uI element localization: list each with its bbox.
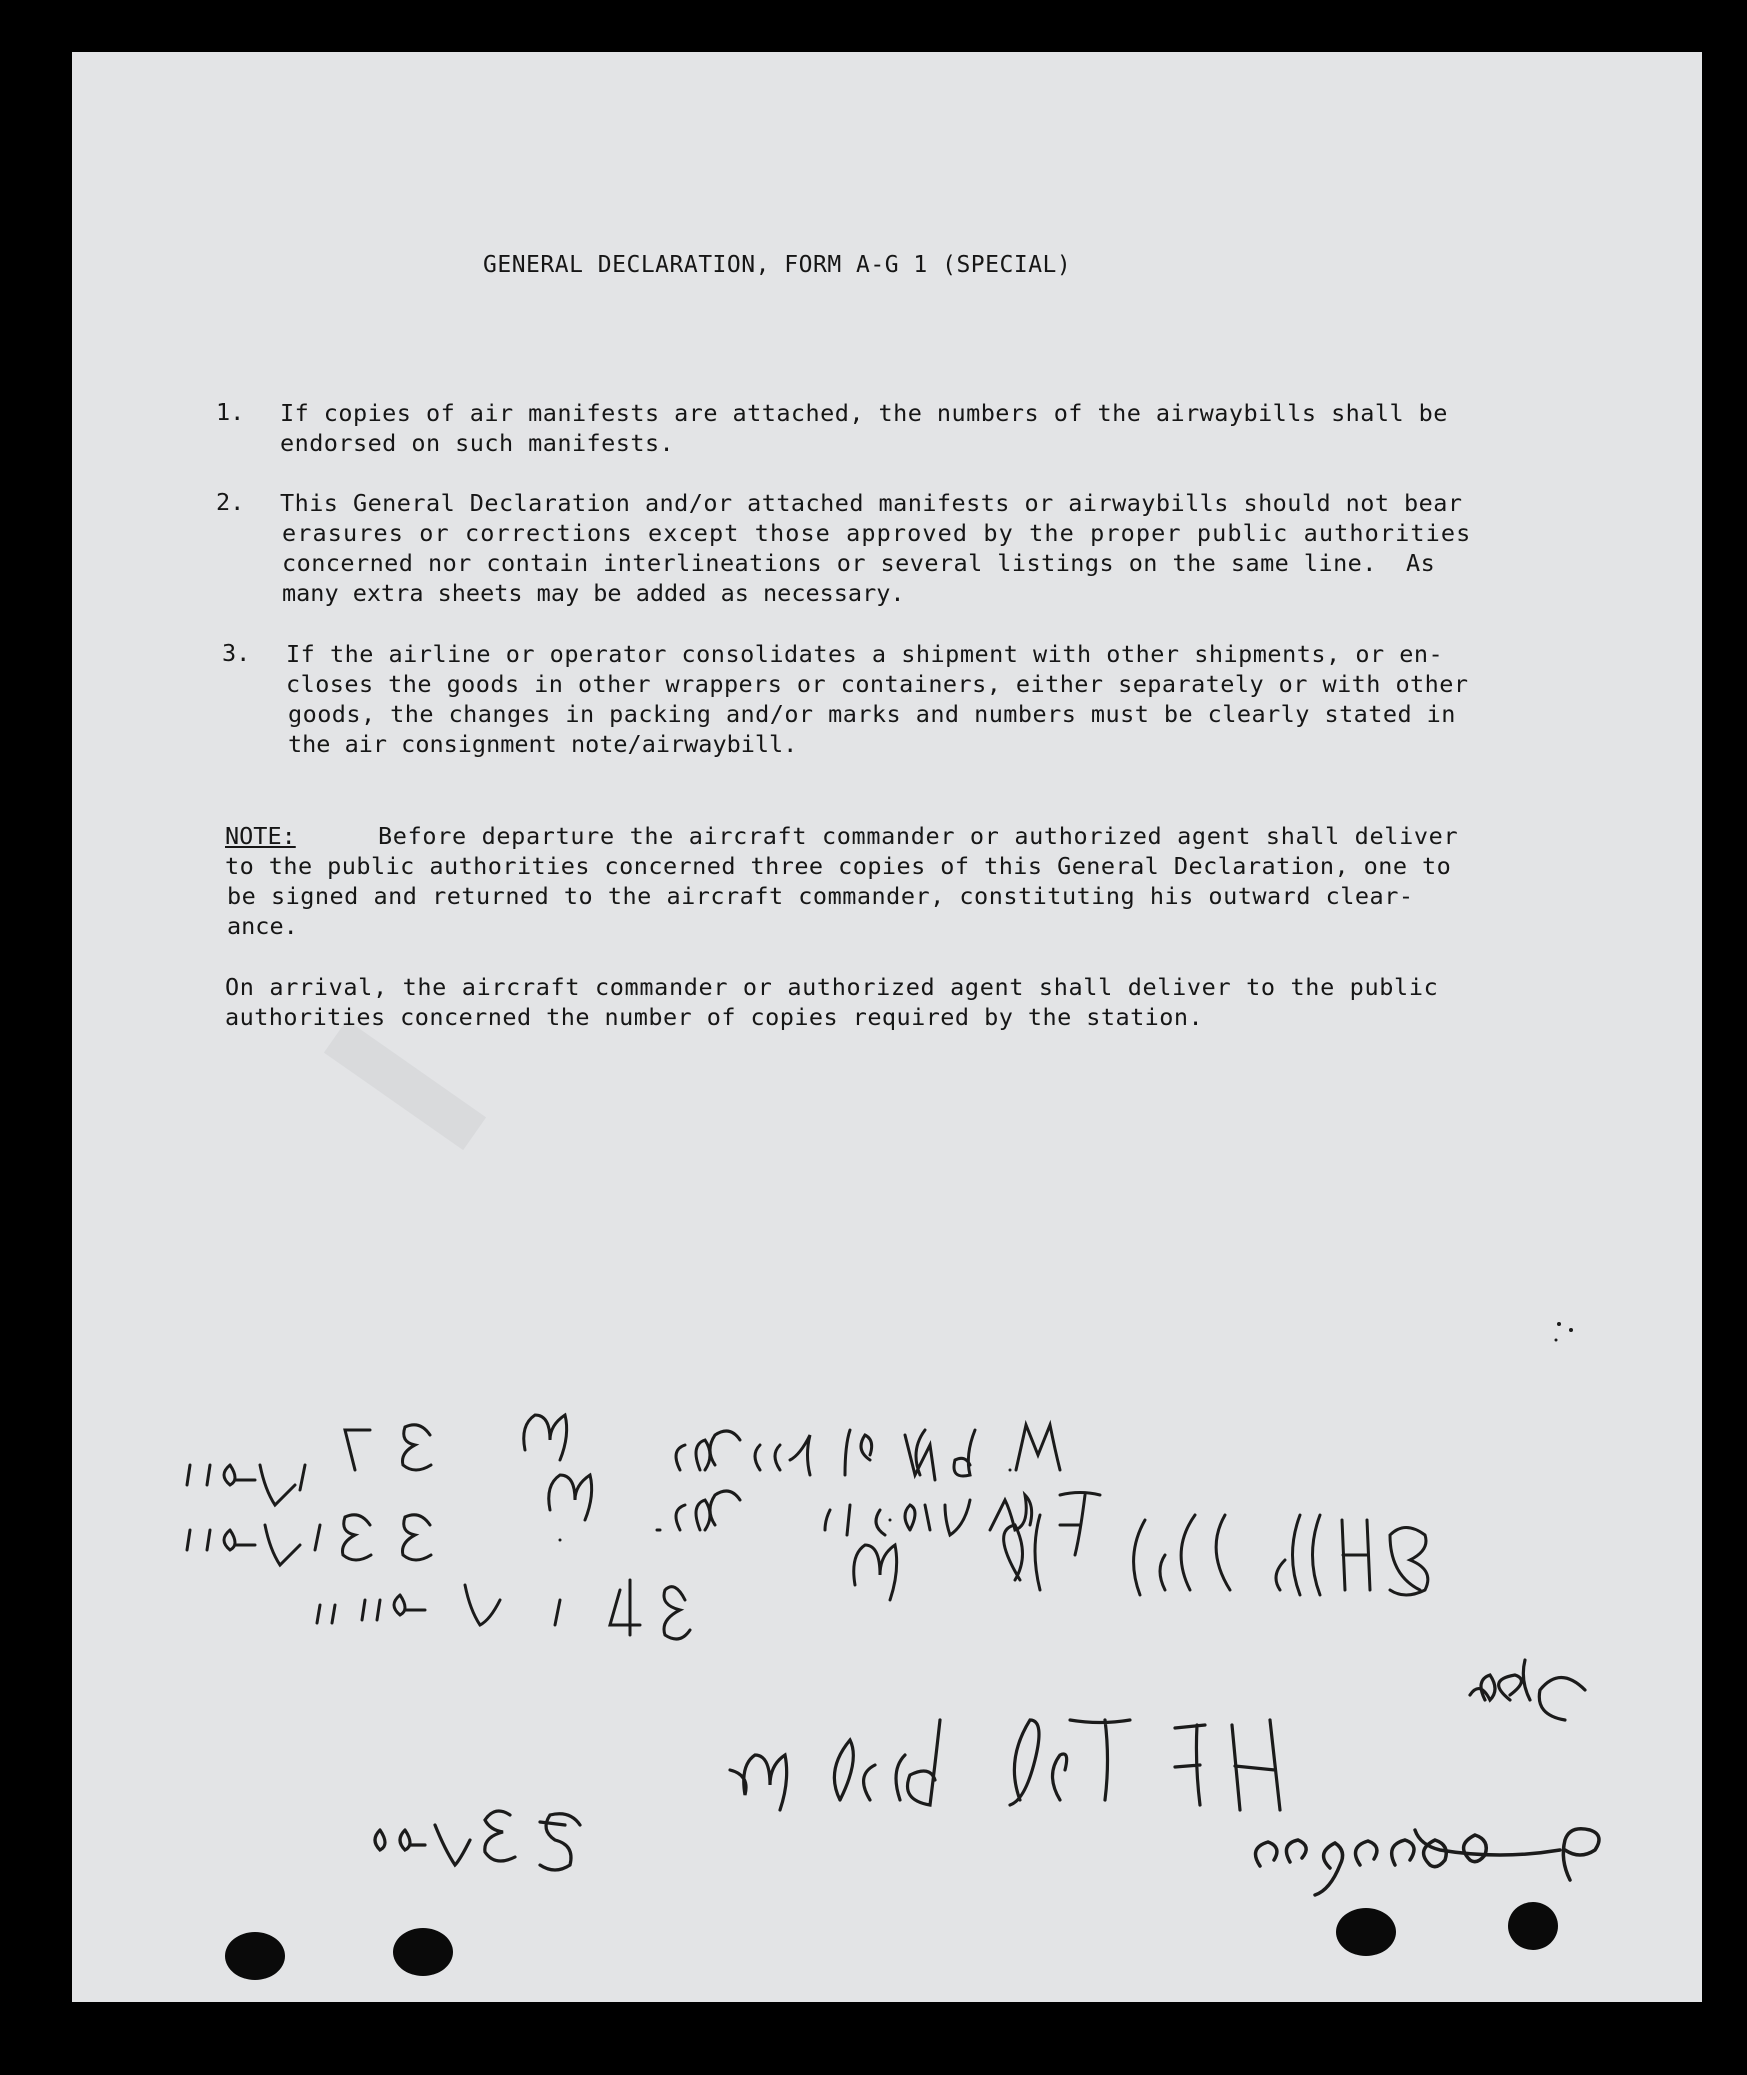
item-3-line-3: goods, the changes in packing and/or marks and numbers must be clearly stated in	[288, 700, 1456, 728]
form-title: GENERAL DECLARATION, FORM A-G 1 (SPECIAL)	[483, 252, 1072, 278]
punch-hole-1	[225, 1932, 285, 1980]
item-2-line-3: concerned nor contain interlineations or several listings on the same line. As	[282, 549, 1436, 577]
item-3-line-1: If the airline or operator consolidates a shipment with other shipments, or en-	[286, 640, 1444, 668]
item-number-2: 2.	[216, 488, 245, 516]
item-1-line-1: If copies of air manifests are attached, the numbers of the airwaybills shall be	[280, 399, 1448, 427]
note-line-3: be signed and returned to the aircraft commander, constituting his outward clear-	[227, 882, 1414, 910]
punch-hole-2	[393, 1928, 453, 1976]
arrival-line-2: authorities concerned the number of copies required by the station.	[225, 1003, 1204, 1031]
item-2-line-2: erasures or corrections except those approved by the proper public authorities	[282, 519, 1472, 547]
item-3-line-2: closes the goods in other wrappers or containers, either separately or with other	[286, 670, 1469, 698]
item-2-line-1: This General Declaration and/or attached manifests or airwaybills should not bear	[280, 489, 1463, 517]
item-3-line-4: the air consignment note/airwaybill.	[288, 730, 798, 758]
item-number-1: 1.	[216, 398, 245, 426]
note-line-2: to the public authorities concerned three copies of this General Declaration, one to	[225, 852, 1452, 880]
item-2-line-4: many extra sheets may be added as necessary.	[282, 579, 905, 607]
item-number-3: 3.	[222, 639, 251, 667]
note-label: NOTE:	[225, 822, 296, 850]
punch-hole-3	[1336, 1908, 1396, 1956]
note-line-4: ance.	[227, 912, 298, 940]
note-line-1: Before departure the aircraft commander or authorized agent shall deliver	[378, 822, 1459, 850]
punch-hole-4	[1508, 1902, 1558, 1950]
arrival-line-1: On arrival, the aircraft commander or authorized agent shall deliver to the public	[225, 973, 1439, 1001]
item-1-line-2: endorsed on such manifests.	[280, 429, 675, 457]
